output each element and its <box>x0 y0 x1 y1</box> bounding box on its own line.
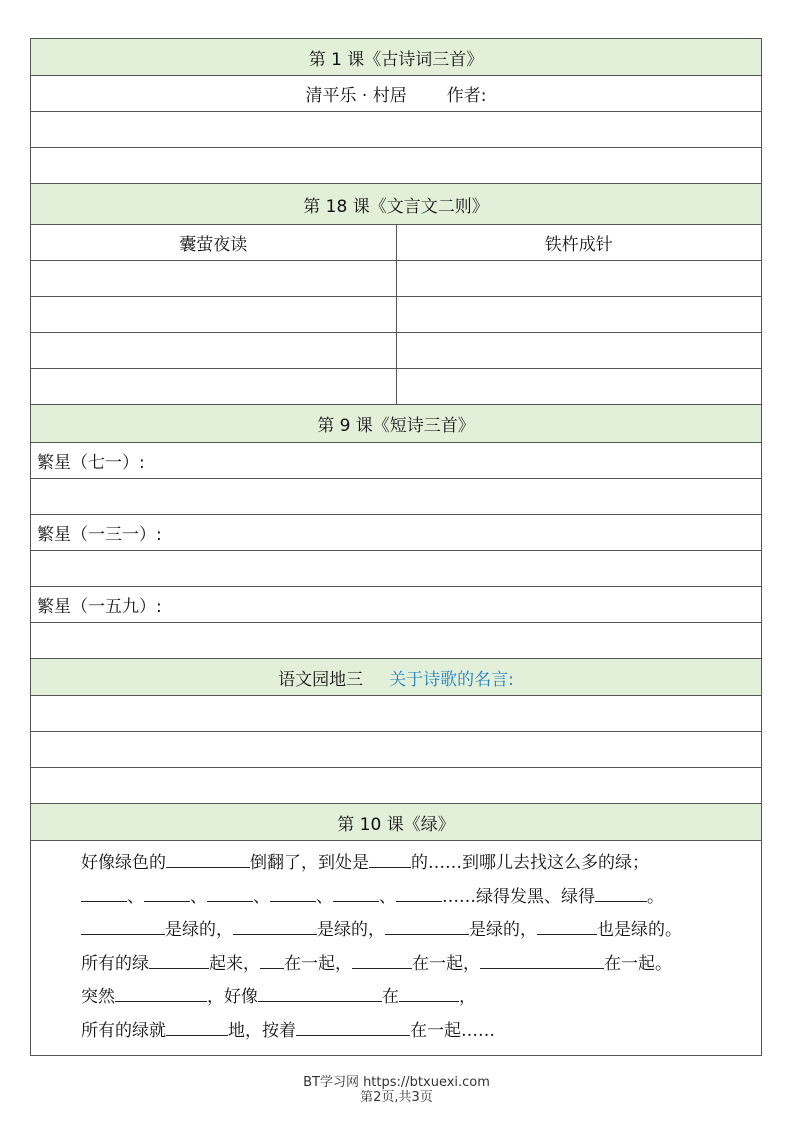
poem-label: 繁星（七一）: <box>37 453 145 473</box>
poem-label-row <box>31 443 761 479</box>
fill-in-passage <box>31 841 761 1055</box>
poem-title: 清平乐 · 村居 <box>305 86 407 106</box>
writing-row <box>31 369 761 405</box>
fill-blank[interactable] <box>233 916 317 935</box>
writing-line[interactable] <box>31 696 761 732</box>
author-label: 作者: <box>446 86 487 106</box>
garden-subtitle: 关于诗歌的名言: <box>389 669 514 690</box>
writing-row <box>31 297 761 333</box>
lesson18-header <box>31 184 761 225</box>
fill-blank[interactable] <box>81 883 127 902</box>
writing-cell[interactable] <box>397 369 762 404</box>
lesson10-title: 第 10 课《绿》 <box>337 814 455 835</box>
fill-blank[interactable] <box>115 983 207 1002</box>
writing-line[interactable] <box>31 112 761 148</box>
passage-line: 、 、 、 、 、 ……绿得发黑、绿得 。 <box>81 881 753 915</box>
fill-blank[interactable] <box>595 883 647 902</box>
fill-blank[interactable] <box>537 916 597 935</box>
poem-label-row <box>31 515 761 551</box>
fill-blank[interactable] <box>270 883 316 902</box>
fill-blank[interactable] <box>207 883 253 902</box>
lesson9-title: 第 9 课《短诗三首》 <box>317 416 475 436</box>
lesson10-header <box>31 804 761 841</box>
poem-label: 繁星（一五九）: <box>37 597 162 617</box>
passage-line: 所有的绿就 地，按着 在一起…… <box>81 1015 753 1049</box>
fill-blank[interactable] <box>166 849 250 868</box>
passage-line: 好像绿色的 倒翻了，到处是 的……到哪儿去找这么多的绿； <box>81 847 753 881</box>
garden-title: 语文园地三 <box>278 669 364 690</box>
fill-blank[interactable] <box>81 916 165 935</box>
fill-blank[interactable] <box>166 1017 228 1036</box>
writing-cell[interactable] <box>31 333 397 368</box>
writing-cell[interactable] <box>397 333 762 368</box>
column-header-right: 铁杵成针 <box>544 235 613 255</box>
fill-blank[interactable] <box>258 983 382 1002</box>
writing-cell[interactable] <box>397 261 762 296</box>
writing-line[interactable] <box>31 551 761 587</box>
worksheet-table <box>30 38 762 1056</box>
writing-line[interactable] <box>31 623 761 659</box>
poem-label: 繁星（一三一）: <box>37 525 162 545</box>
passage-line: 是绿的， 是绿的， 是绿的， 也是绿的。 <box>81 914 753 948</box>
fill-blank[interactable] <box>396 883 442 902</box>
fill-blank[interactable] <box>149 950 209 969</box>
writing-cell[interactable] <box>31 297 397 332</box>
writing-line[interactable] <box>31 479 761 515</box>
writing-cell[interactable] <box>31 261 397 296</box>
fill-blank[interactable] <box>369 849 411 868</box>
fill-blank[interactable] <box>296 1017 410 1036</box>
writing-cell[interactable] <box>31 369 397 404</box>
fill-blank[interactable] <box>352 950 412 969</box>
lesson18-column-headers <box>31 225 761 261</box>
lesson1-poem-row <box>31 76 761 112</box>
fill-blank[interactable] <box>399 983 459 1002</box>
passage-line: 所有的绿 起来， 在一起， 在一起， 在一起。 <box>81 948 753 982</box>
fill-blank[interactable] <box>333 883 379 902</box>
writing-cell[interactable] <box>397 297 762 332</box>
lesson9-header <box>31 405 761 443</box>
fill-blank[interactable] <box>144 883 190 902</box>
writing-line[interactable] <box>31 732 761 768</box>
writing-row <box>31 261 761 297</box>
garden-header <box>31 659 761 696</box>
lesson1-header <box>31 39 761 76</box>
fill-blank[interactable] <box>260 950 284 969</box>
writing-line[interactable] <box>31 768 761 804</box>
lesson1-title: 第 1 课《古诗词三首》 <box>308 49 484 70</box>
fill-blank[interactable] <box>385 916 469 935</box>
fill-blank[interactable] <box>480 950 604 969</box>
writing-line[interactable] <box>31 148 761 184</box>
writing-row <box>31 333 761 369</box>
lesson18-title: 第 18 课《文言文二则》 <box>303 196 489 217</box>
column-header-left: 囊萤夜读 <box>31 225 397 260</box>
passage-line: 突然 ，好像 在 ， <box>81 981 753 1015</box>
poem-label-row <box>31 587 761 623</box>
footer-page-number: 第2页,共3页 <box>360 1090 433 1105</box>
footer-site: BT学习网 https://btxuexi.com <box>303 1075 490 1090</box>
